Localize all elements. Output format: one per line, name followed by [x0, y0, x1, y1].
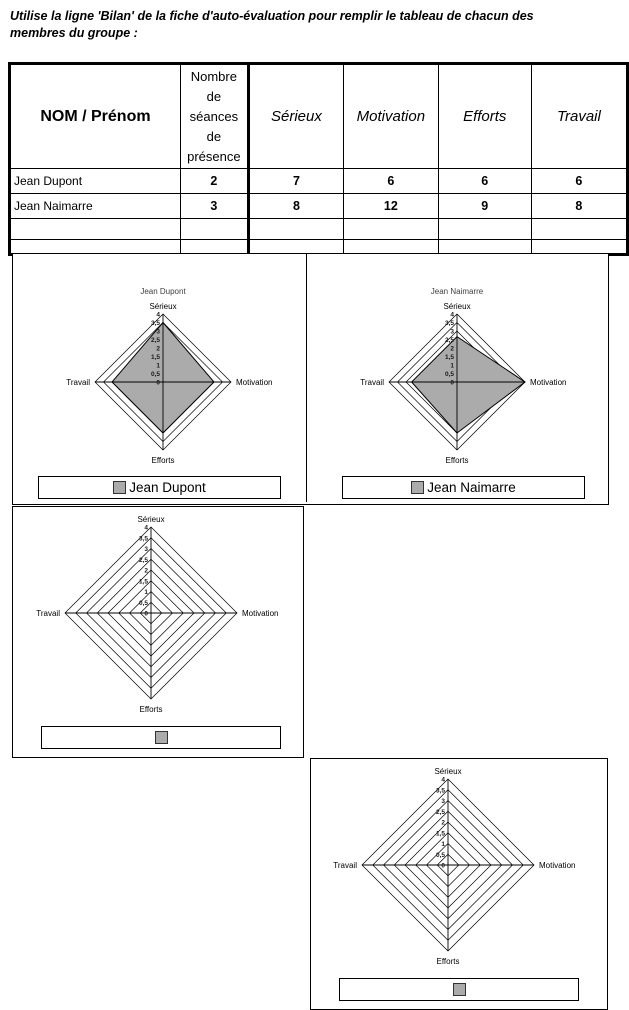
header-motivation: Motivation — [344, 64, 439, 169]
row1-name: Jean Dupont — [10, 169, 181, 194]
table-header-row — [10, 64, 628, 169]
row3-travail — [531, 219, 627, 240]
header-seances: Nombre de séances de présence — [180, 64, 248, 169]
svg-text:1: 1 — [441, 841, 445, 848]
header-nom-prenom: NOM / Prénom — [10, 64, 181, 169]
svg-text:Travail: Travail — [36, 609, 60, 618]
svg-text:Travail: Travail — [66, 378, 90, 387]
svg-text:3: 3 — [156, 328, 160, 336]
row2-travail: 8 — [531, 194, 627, 219]
svg-text:2,5: 2,5 — [138, 556, 148, 564]
chart-legend — [339, 978, 579, 1001]
row3-name — [10, 219, 181, 240]
row3-seances — [180, 219, 248, 240]
legend-marker-square — [155, 731, 168, 744]
svg-text:Efforts: Efforts — [436, 957, 460, 966]
svg-text:2,5: 2,5 — [150, 337, 160, 344]
svg-text:3: 3 — [441, 798, 445, 805]
svg-text:0,5: 0,5 — [444, 371, 454, 378]
chart-panel-jean-naimarre — [307, 254, 608, 502]
svg-text:4: 4 — [450, 311, 454, 319]
svg-text:4: 4 — [144, 524, 148, 532]
svg-text:4: 4 — [156, 311, 160, 319]
chart-legend — [41, 726, 281, 749]
svg-text:2,5: 2,5 — [435, 808, 445, 816]
svg-text:3,5: 3,5 — [138, 535, 148, 543]
legend-label: Jean Naimarre — [427, 480, 516, 495]
svg-text:0: 0 — [450, 379, 454, 387]
svg-text:3: 3 — [450, 328, 454, 336]
svg-text:2: 2 — [441, 819, 445, 827]
top-charts-box — [12, 253, 609, 505]
header-travail: Travail — [531, 64, 627, 169]
row3-efforts — [438, 219, 531, 240]
svg-text:Motivation: Motivation — [530, 378, 567, 387]
svg-text:1: 1 — [144, 589, 148, 596]
svg-text:2: 2 — [156, 345, 160, 353]
row1-efforts: 6 — [438, 169, 531, 194]
svg-text:Travail: Travail — [333, 861, 357, 870]
svg-text:Sérieux: Sérieux — [434, 767, 462, 776]
radar-chart — [13, 507, 301, 755]
chart-panel-empty-right — [310, 758, 608, 1010]
svg-text:2,5: 2,5 — [444, 337, 454, 344]
svg-text:0,5: 0,5 — [138, 599, 148, 607]
row2-motivation: 12 — [344, 194, 439, 219]
legend-label: Jean Dupont — [129, 480, 206, 495]
svg-text:Efforts: Efforts — [445, 456, 469, 465]
svg-text:3: 3 — [144, 546, 148, 553]
svg-text:1,5: 1,5 — [138, 578, 148, 586]
svg-text:0: 0 — [441, 862, 445, 870]
legend-marker-square — [411, 481, 424, 494]
row2-seances: 3 — [180, 194, 248, 219]
svg-text:Jean Dupont: Jean Dupont — [140, 287, 186, 296]
svg-text:1: 1 — [156, 362, 160, 370]
row2-name: Jean Naimarre — [10, 194, 181, 219]
svg-text:Jean Naimarre: Jean Naimarre — [430, 287, 484, 296]
radar-chart — [13, 254, 306, 502]
radar-chart — [307, 254, 608, 502]
radar-chart — [311, 759, 605, 1007]
row1-serieux: 7 — [248, 169, 343, 194]
chart-panel-empty-left — [12, 506, 304, 758]
svg-text:Sérieux: Sérieux — [149, 302, 177, 311]
row1-motivation: 6 — [344, 169, 439, 194]
svg-text:Motivation: Motivation — [539, 861, 576, 870]
svg-text:1,5: 1,5 — [150, 354, 160, 361]
row2-serieux: 8 — [248, 194, 343, 219]
svg-text:Sérieux: Sérieux — [137, 515, 165, 524]
header-serieux: Sérieux — [248, 64, 343, 169]
row3-motivation — [344, 219, 439, 240]
svg-text:0: 0 — [144, 610, 148, 618]
table-row — [10, 169, 628, 194]
instruction-line-2: membres du groupe : — [10, 26, 138, 40]
svg-text:Motivation: Motivation — [242, 609, 279, 618]
svg-text:3,5: 3,5 — [444, 320, 454, 327]
row1-travail: 6 — [531, 169, 627, 194]
svg-text:Travail: Travail — [360, 378, 384, 387]
svg-text:3,5: 3,5 — [435, 787, 445, 795]
row3-serieux — [248, 219, 343, 240]
row2-efforts: 9 — [438, 194, 531, 219]
svg-text:3,5: 3,5 — [150, 320, 160, 327]
svg-text:0: 0 — [156, 379, 160, 387]
svg-text:0,5: 0,5 — [435, 851, 445, 859]
legend-marker-square — [113, 481, 126, 494]
legend-marker-square — [453, 983, 466, 996]
svg-text:2: 2 — [144, 567, 148, 575]
svg-text:Efforts: Efforts — [151, 456, 175, 465]
svg-text:1,5: 1,5 — [444, 354, 454, 361]
svg-text:1,5: 1,5 — [435, 830, 445, 838]
table-row-empty — [10, 219, 628, 240]
svg-text:1: 1 — [450, 362, 454, 370]
chart-legend — [342, 476, 585, 499]
instruction-text — [10, 8, 618, 42]
svg-text:2: 2 — [450, 345, 454, 353]
svg-text:Sérieux: Sérieux — [443, 302, 471, 311]
instruction-line-1: Utilise la ligne 'Bilan' de la fiche d'auto-évaluation pour remplir le tableau de chacun des — [10, 9, 534, 23]
evaluation-table — [8, 62, 629, 256]
chart-panel-jean-dupont — [13, 254, 307, 502]
svg-text:4: 4 — [441, 776, 445, 784]
svg-text:Efforts: Efforts — [139, 705, 163, 714]
svg-text:Motivation: Motivation — [236, 378, 273, 387]
row1-seances: 2 — [180, 169, 248, 194]
table-row — [10, 194, 628, 219]
chart-legend — [38, 476, 281, 499]
header-efforts: Efforts — [438, 64, 531, 169]
svg-text:0,5: 0,5 — [150, 371, 160, 378]
